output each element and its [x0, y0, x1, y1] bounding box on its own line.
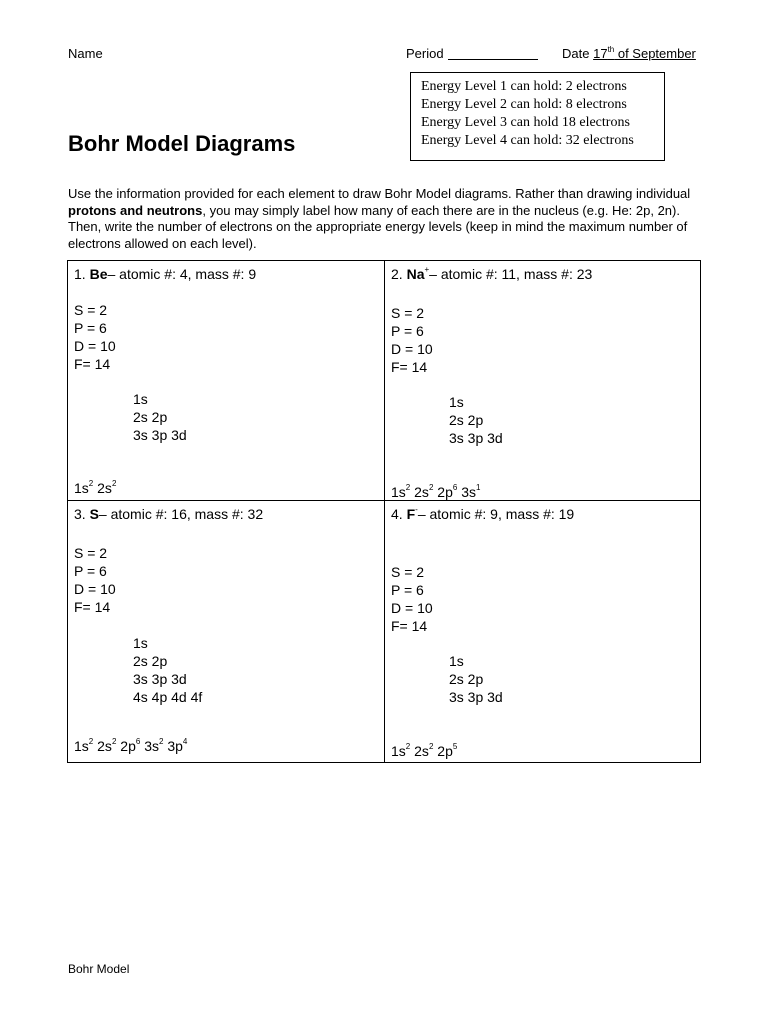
- element-grid: [67, 260, 701, 763]
- element-symbol: F: [406, 506, 416, 522]
- orbital-diagram: 1s 2s 2p 3s 3p 3d: [133, 391, 187, 443]
- energy-level-line: Energy Level 1 can hold: 2 electrons: [421, 79, 627, 94]
- orbital-diagram: 1s 2s 2p 3s 3p 3d: [449, 394, 503, 446]
- element-heading: 3. S– atomic #: 16, mass #: 32: [74, 506, 264, 522]
- page-footer: Bohr Model: [68, 962, 130, 976]
- element-symbol: Na: [406, 266, 425, 282]
- period-label: Period: [406, 46, 444, 61]
- electron-configuration: $1s^2$ $2s^2$ $2p^6$ $3s^1$: [391, 483, 481, 500]
- orbital-diagram: 1s 2s 2p 3s 3p 3d 4s 4p 4d 4f: [133, 635, 203, 705]
- element-heading: 4. F-– atomic #: 9, mass #: 19: [391, 505, 575, 522]
- period-blank: [448, 46, 538, 60]
- page-title: Bohr Model Diagrams: [68, 131, 296, 156]
- period-field: [406, 46, 538, 61]
- grid-divider-vertical: [384, 261, 385, 762]
- grid-divider-horizontal: [68, 500, 700, 501]
- energy-level-line: Energy Level 2 can hold: 8 electrons: [421, 97, 627, 112]
- date-label: Date: [562, 46, 590, 61]
- electron-configuration: $1s^2$ $2s^2$ $2p^5$: [391, 742, 458, 759]
- electron-configuration: $1s^2$ $2s^2$ $2p^6$ $3s^2$ $3p^4$: [74, 737, 188, 754]
- sublevel-capacity-list: S = 2 P = 6 D = 10 F= 14: [74, 545, 116, 615]
- instructions-paragraph: Use the information provided for each element to draw Bohr Model diagrams. Rather than drawing individual protons and neutrons, you may simply label how many of each there are in the nucleus (e.g. He: 2p, 2n). Then, write the number of electrons on the appropriate energy levels (keep in mind the maximum number of electrons allowed on each level).: [68, 186, 691, 251]
- name-label: Name: [68, 46, 103, 61]
- sublevel-capacity-list: S = 2 P = 6 D = 10 F= 14: [391, 564, 433, 634]
- date-value: 17th of September: [593, 44, 696, 61]
- instructions-bold: protons and neutrons: [68, 202, 203, 218]
- sublevel-capacity-list: S = 2 P = 6 D = 10 F= 14: [74, 302, 116, 372]
- orbital-diagram: 1s 2s 2p 3s 3p 3d: [449, 653, 503, 705]
- energy-level-line: Energy Level 4 can hold: 32 electrons: [421, 133, 634, 148]
- element-symbol: Be: [89, 266, 108, 282]
- date-field: [562, 46, 696, 61]
- energy-level-line: Energy Level 3 can hold 18 electrons: [421, 115, 630, 130]
- sublevel-capacity-list: S = 2 P = 6 D = 10 F= 14: [391, 305, 433, 375]
- energy-level-box: [410, 72, 665, 161]
- electron-configuration: $1s^2$ $2s^2$: [74, 479, 117, 496]
- element-heading: 2. Na+– atomic #: 11, mass #: 23: [391, 265, 593, 282]
- element-symbol: S: [89, 506, 99, 522]
- element-heading: 1. Be– atomic #: 4, mass #: 9: [74, 266, 257, 282]
